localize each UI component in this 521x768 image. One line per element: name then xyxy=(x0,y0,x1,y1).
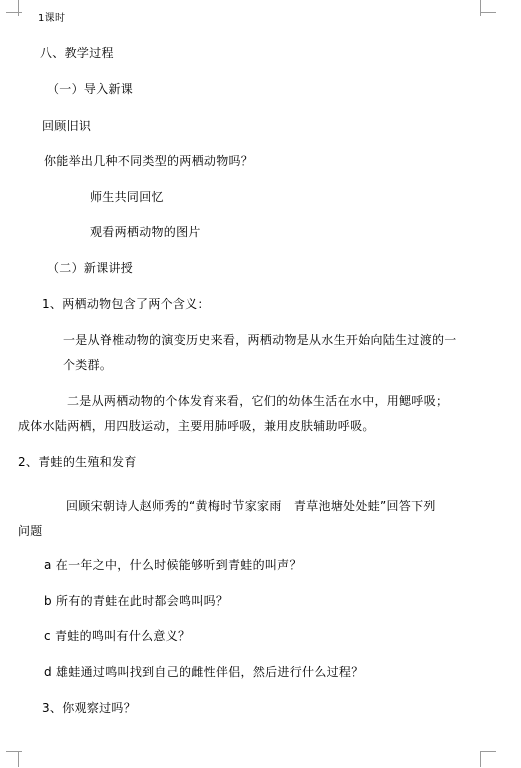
paragraph-poem-line2: 问题 xyxy=(18,524,43,538)
crop-mark-bottom-left xyxy=(6,748,22,764)
question-a: a 在一年之中，什么时候能够听到青蛙的叫声？ xyxy=(44,558,302,572)
paragraph-meaning-2-line1: 二是从两栖动物的个体发育来看，它们的幼体生活在水中，用鳃呼吸； xyxy=(67,394,449,408)
item-heading-1: 1、两栖动物包含了两个含义： xyxy=(42,297,210,311)
paragraph-poem-line1: 回顾宋朝诗人赵师秀的“黄梅时节家家雨 青草池塘处处蛙”回答下列 xyxy=(66,499,436,513)
crop-mark-top-left xyxy=(6,0,22,16)
paragraph-meaning-1-line1: 一是从脊椎动物的演变历史来看，两栖动物是从水生开始向陆生过渡的一 xyxy=(63,333,457,347)
section-heading-teaching-process: 八、教学过程 xyxy=(40,46,114,60)
subsection-heading-intro: （一）导入新课 xyxy=(47,82,134,96)
paragraph-review: 回顾旧识 xyxy=(42,119,92,133)
question-c: c 青蛙的鸣叫有什么意义？ xyxy=(44,629,191,643)
item-heading-3: 3、你观察过吗？ xyxy=(42,701,137,715)
paragraph-meaning-2-line2: 成体水陆两栖，用四肢运动，主要用肺呼吸，兼用皮肤辅助呼吸。 xyxy=(18,419,375,433)
paragraph-recall: 师生共同回忆 xyxy=(90,190,164,204)
crop-mark-top-right xyxy=(477,0,493,16)
subsection-heading-new-lesson: （二）新课讲授 xyxy=(47,261,134,275)
question-b: b 所有的青蛙在此时都会鸣叫吗？ xyxy=(44,594,229,608)
paragraph-view-pictures: 观看两栖动物的图片 xyxy=(90,225,201,239)
item-heading-2: 2、青蛙的生殖和发育 xyxy=(18,455,137,469)
crop-mark-bottom-right xyxy=(477,748,493,764)
question-d: d 雄蛙通过鸣叫找到自己的雌性伴侣，然后进行什么过程？ xyxy=(44,665,364,679)
class-hours-line: 1课时 xyxy=(38,13,66,24)
paragraph-meaning-1-line2: 个类群。 xyxy=(63,358,113,372)
paragraph-question: 你能举出几种不同类型的两栖动物吗？ xyxy=(44,154,254,168)
